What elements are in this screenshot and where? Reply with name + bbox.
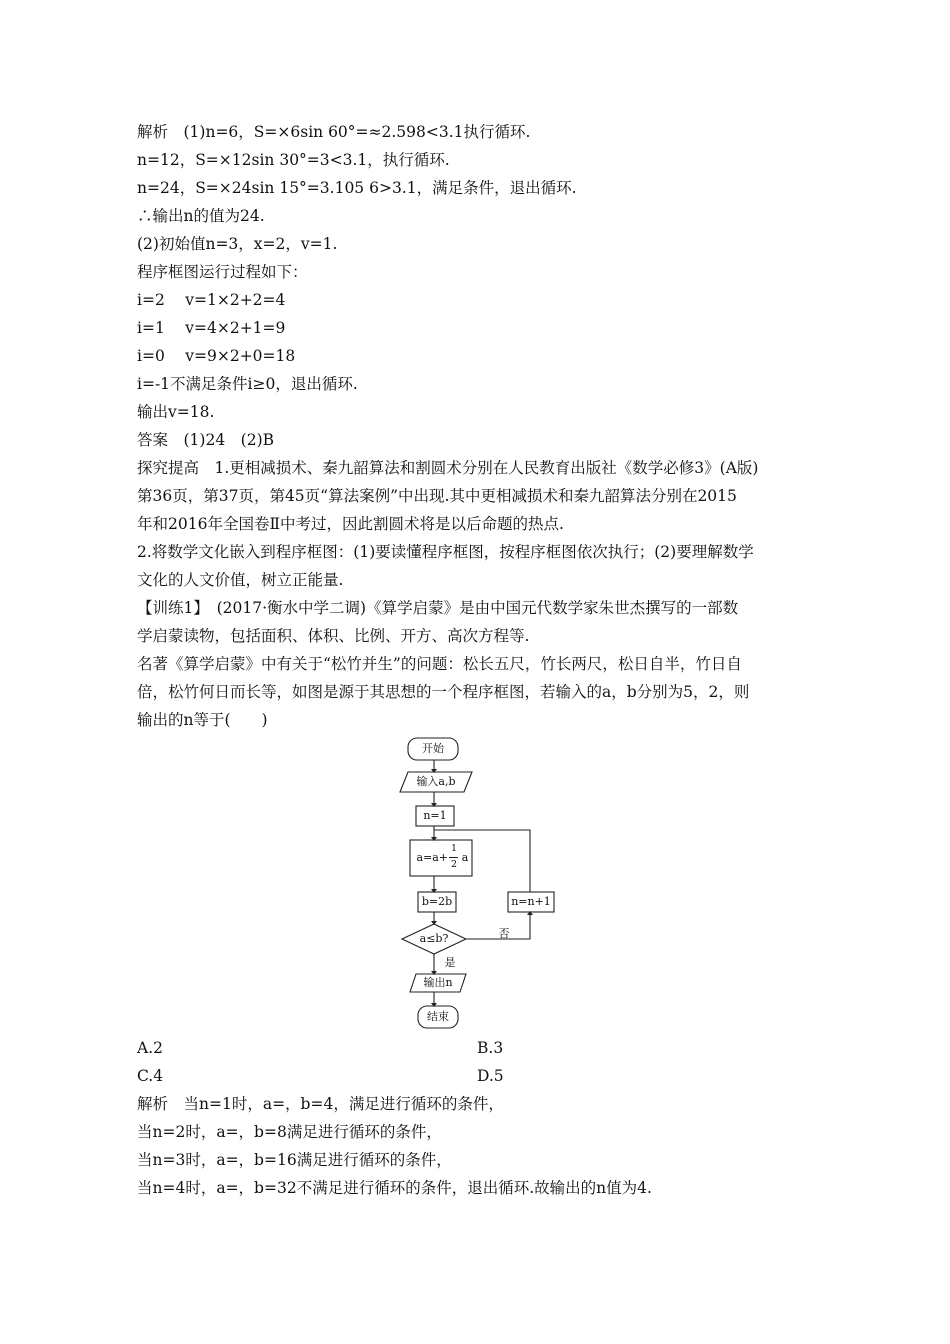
flowchart-start: 开始 xyxy=(422,742,444,755)
option-b: B.3 xyxy=(477,1039,504,1057)
text-line: 学启蒙读物，包括面积、体积、比例、开方、高次方程等. xyxy=(137,627,530,645)
text-line: 解析 (1)n=6，S=×6sin 60°=≈2.598<3.1执行循环. xyxy=(137,123,531,141)
solution-line: 当n=3时，a=，b=16满足进行循环的条件， xyxy=(137,1151,452,1169)
text-line: 名著《算学启蒙》中有关于“松竹并生”的问题：松长五尺，竹长两尺，松日自半，竹日自 xyxy=(137,655,742,673)
text-line: (2)初始值n=3，x=2，v=1. xyxy=(137,235,338,253)
text-line: ∴输出n的值为24. xyxy=(137,207,265,225)
flowchart xyxy=(380,732,580,1032)
flowchart-condition: a≤b? xyxy=(419,932,449,945)
flowchart-input: 输入a,b xyxy=(416,775,456,788)
solution-line: 当n=2时，a=，b=8满足进行循环的条件， xyxy=(137,1123,442,1141)
flowchart-init: n=1 xyxy=(423,809,447,822)
solution-line: 当n=4时，a=，b=32不满足进行循环的条件，退出循环.故输出的n值为4. xyxy=(137,1179,652,1197)
text-line: n=12，S=×12sin 30°=3<3.1，执行循环. xyxy=(137,151,450,169)
flowchart-output: 输出n xyxy=(423,976,453,989)
flowchart-end: 结束 xyxy=(427,1010,449,1023)
flowchart-update-a-right: a xyxy=(461,851,469,864)
flowchart-frac-den: 2 xyxy=(450,859,458,870)
text-line: 第36页，第37页，第45页“算法案例”中出现.其中更相减损术和秦九韶算法分别在2015 xyxy=(137,487,737,505)
option-c: C.4 xyxy=(137,1067,164,1085)
text-line: i=0 v=9×2+0=18 xyxy=(137,347,296,365)
flowchart-yes-label: 是 xyxy=(444,956,456,969)
text-line: 探究提高 1.更相减损术、秦九韶算法和割圆术分别在人民教育出版社《数学必修3》(A版) xyxy=(137,459,759,477)
text-line: i=1 v=4×2+1=9 xyxy=(137,319,286,337)
flowchart-update-b: b=2b xyxy=(421,895,453,908)
text-line: 年和2016年全国卷Ⅱ中考过，因此割圆术将是以后命题的热点. xyxy=(137,515,564,533)
text-line: 【训练1】 (2017·衡水中学二调)《算学启蒙》是由中国元代数学家朱世杰撰写的一部数 xyxy=(137,599,739,617)
text-line: 输出v=18. xyxy=(137,403,215,421)
text-line: 输出的n等于( ) xyxy=(137,711,268,729)
text-line: 程序框图运行过程如下： xyxy=(137,263,308,281)
text-line: 倍，松竹何日而长等，如图是源于其思想的一个程序框图，若输入的a，b分别为5，2，则 xyxy=(137,683,750,701)
text-line: i=2 v=1×2+2=4 xyxy=(137,291,286,309)
flowchart-increment: n=n+1 xyxy=(511,895,551,908)
solution-line: 解析 当n=1时，a=，b=4，满足进行循环的条件， xyxy=(137,1095,504,1113)
flowchart-update-a-left: a=a+ xyxy=(416,851,448,864)
flowchart-frac-num: 1 xyxy=(450,843,458,854)
flowchart-no-label: 否 xyxy=(498,927,510,940)
answer-line: 答案 (1)24 (2)B xyxy=(137,431,275,449)
text-line: 文化的人文价值，树立正能量. xyxy=(137,571,344,589)
text-line: i=-1不满足条件i≥0，退出循环. xyxy=(137,375,358,393)
option-a: A.2 xyxy=(137,1039,163,1057)
text-line: n=24，S=×24sin 15°=3.105 6>3.1，满足条件，退出循环. xyxy=(137,179,577,197)
option-d: D.5 xyxy=(477,1067,504,1085)
text-line: 2.将数学文化嵌入到程序框图：(1)要读懂程序框图，按程序框图依次执行；(2)要理解数学 xyxy=(137,543,754,561)
